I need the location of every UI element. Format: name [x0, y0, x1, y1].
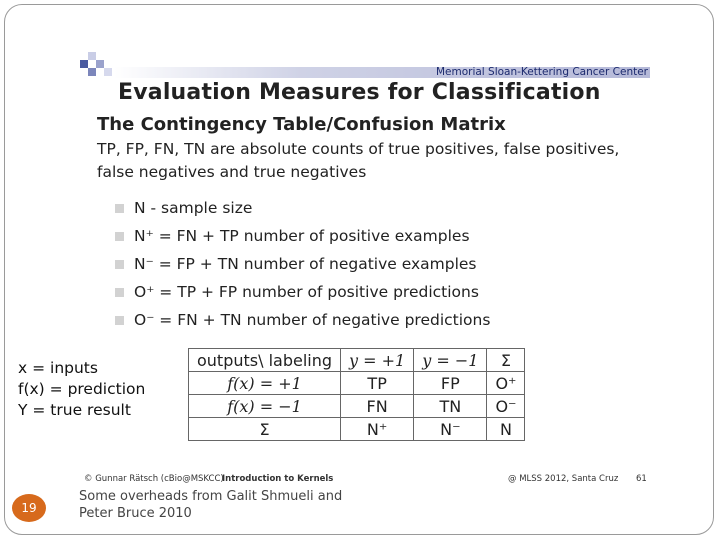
confusion-matrix [188, 348, 525, 441]
bullet-list [115, 194, 490, 334]
footer-page-number: 61 [636, 474, 647, 484]
note-line: Y = true result [18, 401, 131, 419]
table-row [189, 418, 525, 441]
table-cell: O⁻ [487, 395, 525, 418]
notes-block [18, 358, 145, 421]
bullet-icon [115, 204, 124, 213]
footer-course: Introduction to Kernels [222, 474, 334, 484]
table-cell: N [487, 418, 525, 441]
table-header-cell: y = −1 [414, 349, 487, 372]
intro-text: TP, FP, FN, TN are absolute counts of true positives, false positives, false negatives and true negatives [97, 140, 620, 181]
slide-title: Evaluation Measures for Classification [118, 80, 601, 105]
table-cell: f(x) = −1 [189, 395, 341, 418]
page-number-badge: 19 [12, 494, 46, 522]
bullet-icon [115, 288, 124, 297]
bullet-text: O⁻ = FN + TN number of negative predictions [134, 311, 491, 329]
table-cell: N⁺ [341, 418, 414, 441]
note-line: f(x) = prediction [18, 380, 146, 398]
table-header-cell: Σ [487, 349, 525, 372]
bullet-item [115, 306, 490, 334]
note-line: x = inputs [18, 359, 98, 377]
table-cell: TP [341, 372, 414, 395]
table-cell: N⁻ [414, 418, 487, 441]
bullet-icon [115, 316, 124, 325]
table-header-cell: y = +1 [341, 349, 414, 372]
bullet-text: N - sample size [134, 199, 253, 217]
bullet-text: N⁺ = FN + TP number of positive examples [134, 227, 470, 245]
bullet-text: N⁻ = FP + TN number of negative examples [134, 255, 477, 273]
footer-event: @ MLSS 2012, Santa Cruz [508, 474, 619, 484]
bullet-item [115, 278, 490, 306]
table-header-cell: outputs\ labeling [189, 349, 341, 372]
table-cell: FP [414, 372, 487, 395]
slide-subtitle: The Contingency Table/Confusion Matrix [97, 114, 506, 135]
footer-author: © Gunnar Rätsch (cBio@MSKCC) [84, 474, 224, 484]
bullet-icon [115, 232, 124, 241]
bullet-icon [115, 260, 124, 269]
table-cell: O⁺ [487, 372, 525, 395]
table-cell: FN [341, 395, 414, 418]
table-header-row [189, 349, 525, 372]
table-cell: Σ [189, 418, 341, 441]
bullet-item [115, 222, 490, 250]
table-row [189, 395, 525, 418]
bullet-text: O⁺ = TP + FP number of positive predictions [134, 283, 479, 301]
institution-name: Memorial Sloan-Kettering Cancer Center [435, 66, 648, 78]
table-cell: f(x) = +1 [189, 372, 341, 395]
table-row [189, 372, 525, 395]
embedded-slide [80, 52, 652, 492]
bullet-item [115, 194, 490, 222]
credit-text: Some overheads from Galit Shmueli and Peter Bruce 2010 [79, 489, 343, 521]
bullet-item [115, 250, 490, 278]
table-cell: TN [414, 395, 487, 418]
